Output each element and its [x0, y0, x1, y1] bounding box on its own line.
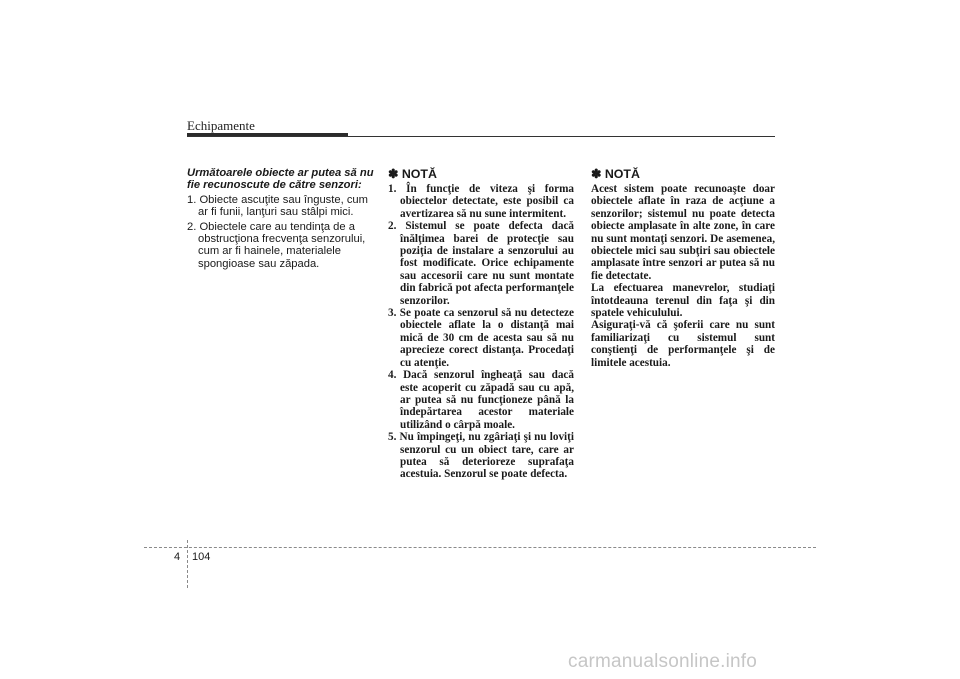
left-column	[187, 167, 375, 272]
left-intro: Următoarele obiecte ar putea să nu fie recunoscute de către senzori:	[187, 167, 374, 192]
note-heading: ✽ NOTĂ	[591, 167, 640, 181]
footer-divider	[187, 540, 188, 588]
list-item: 5. Nu împingeţi, nu zgâriaţi şi nu loviţi senzorul cu un obiect tare, care ar putea să deterioreze suprafaţa acestuia. Senzorul se poate defecta.	[388, 431, 574, 481]
list-item: 2. Obiectele care au tendinţa de a obstrucţiona frecvenţa senzorului, cum ar fi hainele, materialele spongioase sau zăpada.	[187, 220, 366, 270]
header-rule	[187, 136, 775, 137]
list-item: 2. Sistemul se poate defecta dacă înălţimea barei de protecţie sau poziţia de instalare a senzorului au fost modificate. Orice echipamente sau accesorii care nu sunt montate din fabrică pot afecta performanţele senzorilor.	[388, 220, 574, 307]
right-column	[591, 167, 775, 369]
note-heading: ✽ NOTĂ	[388, 167, 437, 181]
watermark: carmanualsonline.info	[568, 651, 758, 672]
chapter-number: 4	[174, 551, 181, 563]
footer-rule	[144, 547, 816, 548]
section-title: Echipamente	[187, 118, 255, 133]
middle-column	[388, 167, 574, 481]
list-item: 1. În funcţie de viteza şi forma obiectelor detectate, este posibil ca avertizarea să nu sune intermitent.	[388, 183, 574, 220]
note-list	[388, 183, 574, 481]
list-item: 4. Dacă senzorul îngheaţă sau dacă este acoperit cu zăpadă sau cu apă, ar putea să nu funcţioneze până la îndepărtarea acestor materiale utilizând o cârpă moale.	[388, 369, 574, 431]
page-number: 104	[192, 551, 211, 563]
note-paragraph: Acest sistem poate recunoaşte doar obiectele aflate în raza de acţiune a senzorilor; sistemul nu poate detecta obiecte amplasate în alte zone, în care nu sunt montaţi senzori. De asemenea, obiectele mici sau subţiri sau obiectele amplasate între senzori ar putea să nu fie detectate.	[591, 183, 775, 282]
note-paragraph: Asiguraţi-vă că şoferii care nu sunt familiarizaţi cu sistemul sunt conştienţi de performanţele şi de limitele acestuia.	[591, 319, 775, 369]
note-paragraph: La efectuarea manevrelor, studiaţi întotdeauna terenul din faţa şi din spatele vehiculului.	[591, 282, 775, 320]
list-item: 3. Se poate ca senzorul să nu detecteze obiectele aflate la o distanţă mai mică de 30 cm de acesta sau să nu aprecieze corect distanţa. Procedaţi cu atenţie.	[388, 307, 574, 369]
list-item: 1. Obiecte ascuţite sau înguste, cum ar fi funii, lanţuri sau stâlpi mici.	[187, 193, 368, 219]
left-list	[187, 194, 375, 270]
